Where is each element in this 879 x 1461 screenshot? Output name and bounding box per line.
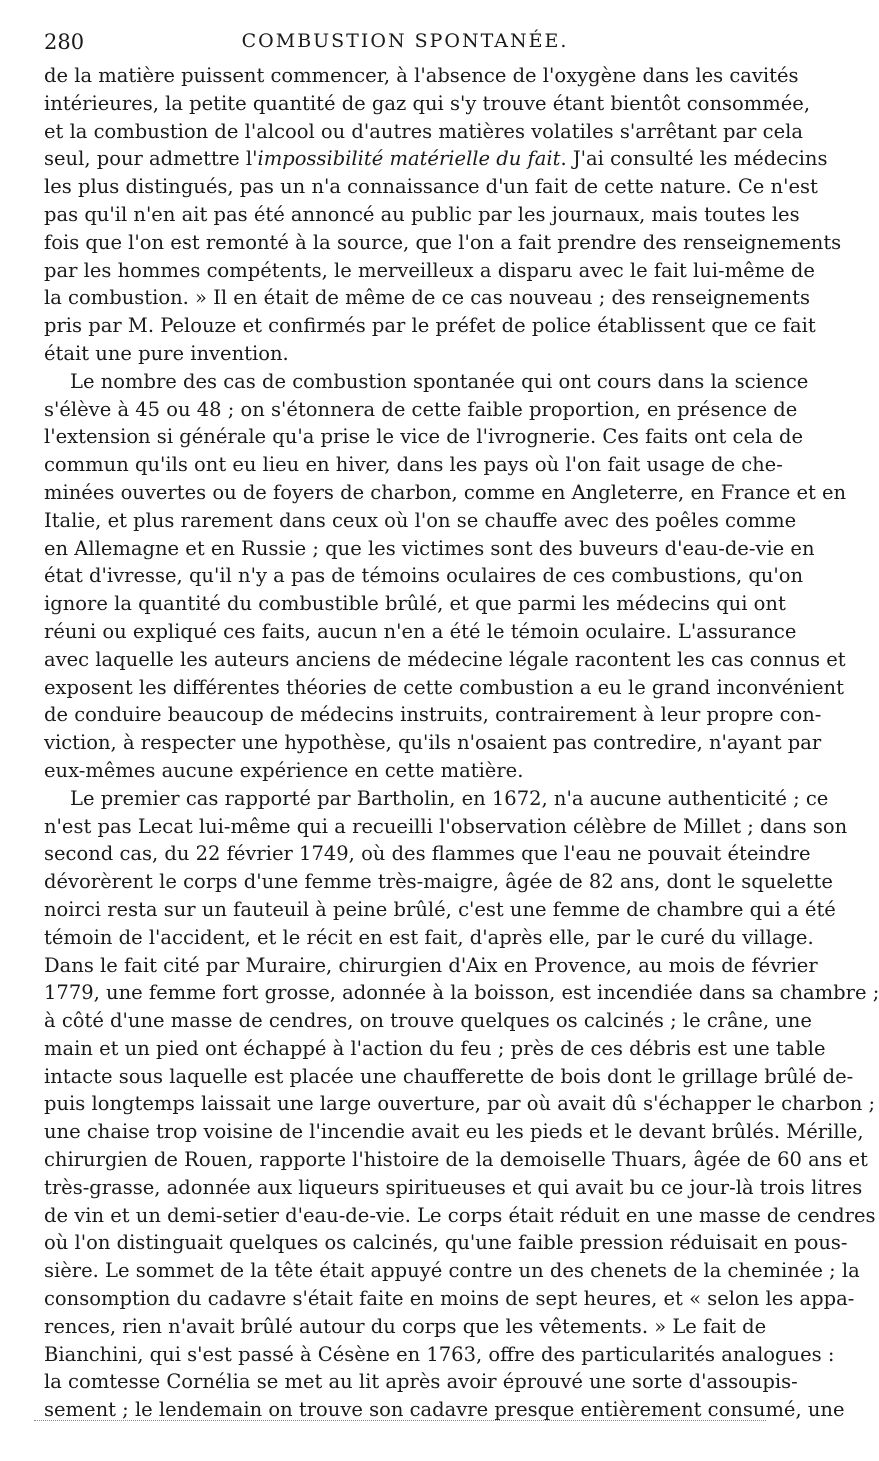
text-line: dévorèrent le corps d'une femme très-maigre, âgée de 82 ans, dont le squelette (44, 870, 833, 894)
text-line: état d'ivresse, qu'il n'y a pas de témoins oculaires de ces combustions, qu'on (44, 564, 804, 588)
text-line: second cas, du 22 février 1749, où des flammes que l'eau ne pouvait éteindre (44, 842, 811, 866)
text-line: était une pure invention. (44, 341, 289, 365)
text-line: et la combustion de l'alcool ou d'autres matières volatiles s'arrêtant par cela (44, 119, 804, 143)
text-line: avec laquelle les auteurs anciens de médecine légale racontent les cas connus et (44, 647, 846, 671)
text-line: ignore la quantité du combustible brûlé, et que parmi les médecins qui ont (44, 592, 786, 616)
text-line: commun qu'ils ont eu lieu en hiver, dans les pays où l'on fait usage de che- (44, 453, 783, 477)
text-line: pris par M. Pelouze et confirmés par le préfet de police établissent que ce fait (44, 314, 816, 338)
text-line: par les hommes compétents, le merveilleux a disparu avec le fait lui-même de (44, 258, 815, 282)
text-line: de conduire beaucoup de médecins instruits, contrairement à leur propre con- (44, 703, 822, 727)
text-line: de vin et un demi-setier d'eau-de-vie. Le corps était réduit en une masse de cendres (44, 1203, 876, 1227)
text-line: réuni ou expliqué ces faits, aucun n'en a été le témoin oculaire. L'assurance (44, 619, 797, 643)
text-line: intérieures, la petite quantité de gaz qui s'y trouve étant bientôt consommée, (44, 91, 811, 115)
text-line: une chaise trop voisine de l'incendie avait eu les pieds et le devant brûlés. Mérille, (44, 1120, 864, 1144)
text-line: noirci resta sur un fauteuil à peine brûlé, c'est une femme de chambre qui a été (44, 897, 836, 921)
dotted-rule (34, 1420, 766, 1421)
text-line (44, 145, 828, 173)
text-line: Dans le fait cité par Muraire, chirurgien d'Aix en Provence, au mois de février (44, 953, 818, 977)
text-line: puis longtemps laissait une large ouverture, par où avait dû s'échapper le charbon ; (44, 1092, 876, 1116)
text-line: sement ; le lendemain on trouve son cadavre presque entièrement consumé, une (44, 1398, 845, 1422)
text-line: Le premier cas rapporté par Bartholin, en 1672, n'a aucune authenticité ; ce (70, 786, 829, 810)
body-text (44, 62, 879, 1424)
text-line: en Allemagne et en Russie ; que les victimes sont des buveurs d'eau-de-vie en (44, 536, 815, 560)
text-line: où l'on distinguait quelques os calcinés, qu'une faible pression réduisait en pous- (44, 1231, 848, 1255)
text-line: fois que l'on est remonté à la source, que l'on a fait prendre des renseignements (44, 230, 842, 254)
italic-emphasis: impossibilité matérielle du fait (257, 147, 561, 171)
text-line: Bianchini, qui s'est passé à Césène en 1763, offre des particularités analogues : (44, 1342, 835, 1366)
text-line: s'élève à 45 ou 48 ; on s'étonnera de cette faible proportion, en présence de (44, 397, 798, 421)
text-line: pas qu'il n'en ait pas été annoncé au public par les journaux, mais toutes les (44, 202, 800, 226)
running-title: COMBUSTION SPONTANÉE. (241, 30, 569, 52)
text-line: 1779, une femme fort grosse, adonnée à la boisson, est incendiée dans sa chambre ; (44, 981, 879, 1005)
text-line: très-grasse, adonnée aux liqueurs spiritueuses et qui avait bu ce jour-là trois litres (44, 1175, 863, 1199)
text-line: exposent les différentes théories de cette combustion a eu le grand inconvénient (44, 675, 844, 699)
text-line: la comtesse Cornélia se met au lit après avoir éprouvé une sorte d'assoupis- (44, 1370, 798, 1394)
text-line: n'est pas Lecat lui-même qui a recueilli l'observation célèbre de Millet ; dans son (44, 814, 848, 838)
text-line: les plus distingués, pas un n'a connaissance d'un fait de cette nature. Ce n'est (44, 175, 818, 199)
page-number: 280 (44, 30, 85, 54)
text-line: Le nombre des cas de combustion spontanée qui ont cours dans la science (70, 369, 809, 393)
text-line: viction, à respecter une hypothèse, qu'ils n'osaient pas contredire, n'ayant par (44, 731, 822, 755)
text-line: Italie, et plus rarement dans ceux où l'on se chauffe avec des poêles comme (44, 508, 797, 532)
text-line: sière. Le sommet de la tête était appuyé contre un des chenets de la cheminée ; la (44, 1259, 860, 1283)
text-line: main et un pied ont échappé à l'action du feu ; près de ces débris est une table (44, 1036, 826, 1060)
text-line: témoin de l'accident, et le récit en est fait, d'après elle, par le curé du village. (44, 925, 814, 949)
text-line: la combustion. » Il en était de même de ce cas nouveau ; des renseignements (44, 286, 810, 310)
text-line: rences, rien n'avait brûlé autour du corps que les vêtements. » Le fait de (44, 1314, 767, 1338)
text-segment: . J'ai consulté les médecins (560, 147, 828, 171)
text-line: à côté d'une masse de cendres, on trouve quelques os calcinés ; le crâne, une (44, 1009, 812, 1033)
text-line: minées ouvertes ou de foyers de charbon, comme en Angleterre, en France et en (44, 480, 847, 504)
page-header (44, 22, 766, 58)
text-line: chirurgien de Rouen, rapporte l'histoire de la demoiselle Thuars, âgée de 60 ans et (44, 1148, 868, 1172)
text-line: eux-mêmes aucune expérience en cette matière. (44, 758, 524, 782)
text-line: de la matière puissent commencer, à l'absence de l'oxygène dans les cavités (44, 64, 799, 87)
text-line: consomption du cadavre s'était faite en moins de sept heures, et « selon les appa- (44, 1287, 855, 1311)
text-line: intacte sous laquelle est placée une chaufferette de bois dont le grillage brûlé de- (44, 1064, 854, 1088)
text-segment: seul, pour admettre l' (44, 147, 258, 171)
text-line: l'extension si générale qu'a prise le vice de l'ivrognerie. Ces faits ont cela de (44, 425, 804, 449)
